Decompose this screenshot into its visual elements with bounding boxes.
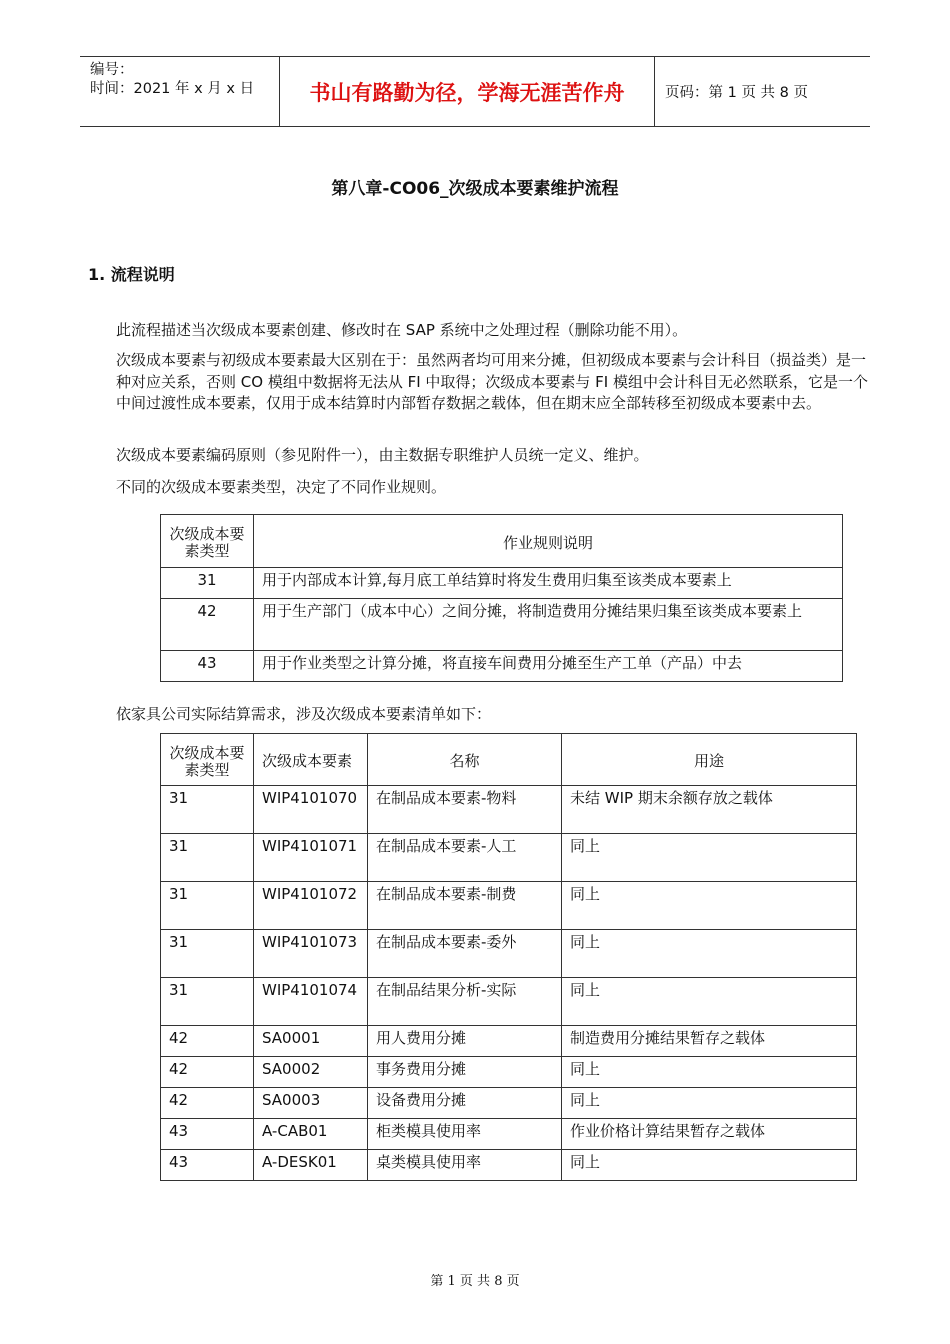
paragraph: 次级成本要素编码原则（参见附件一），由主数据专职维护人员统一定义、维护。 <box>116 446 649 464</box>
usage-cell: 同上 <box>562 882 857 930</box>
name-cell: 在制品成本要素-人工 <box>368 834 562 882</box>
usage-cell: 同上 <box>562 978 857 1026</box>
table-header-cell: 作业规则说明 <box>254 515 843 568</box>
element-cell: A-CAB01 <box>254 1119 368 1150</box>
number-label: 编号： <box>90 62 134 78</box>
name-cell: 在制品结果分析-实际 <box>368 978 562 1026</box>
table-row <box>161 1057 857 1088</box>
time-label: 时间：2021 年 x 月 x 日 <box>90 81 255 97</box>
paragraph: 不同的次级成本要素类型，决定了不同作业规则。 <box>116 478 447 496</box>
paragraph: 次级成本要素与初级成本要素最大区别在于：虽然两者均可用来分摊，但初级成本要素与会计科目（损益类）是一种对应关系，否则 CO 模组中数据将无法从 FI 中取得；次级成本要素与 FI 模组中会计科目无必然联系，它是一个中间过渡性成本要素，仅用于成本结算时内部暂存数据之载体，但在期末应全部转移至初级成本要素中去。 <box>116 351 868 412</box>
table-row <box>161 568 843 599</box>
table-header-cell: 用途 <box>562 734 857 786</box>
page-footer: 第 1 页 共 8 页 <box>430 1274 520 1289</box>
table-row <box>161 599 843 651</box>
header-motto: 书山有路勤为径，学海无涯苦作舟 <box>280 57 655 126</box>
element-cell: WIP4101071 <box>254 834 368 882</box>
table-row <box>161 930 857 978</box>
name-cell: 在制品成本要素-委外 <box>368 930 562 978</box>
table-row <box>161 1088 857 1119</box>
rule-cell: 用于生产部门（成本中心）之间分摊，将制造费用分摊结果归集至该类成本要素上 <box>254 599 843 651</box>
type-cell: 43 <box>161 1119 254 1150</box>
element-list-table <box>160 733 857 1181</box>
element-cell: WIP4101070 <box>254 786 368 834</box>
rule-cell: 用于作业类型之计算分摊，将直接车间费用分摊至生产工单（产品）中去 <box>254 651 843 682</box>
name-cell: 事务费用分摊 <box>368 1057 562 1088</box>
paragraph: 此流程描述当次级成本要素创建、修改时在 SAP 系统中之处理过程（删除功能不用）。 <box>116 321 688 339</box>
element-cell: WIP4101072 <box>254 882 368 930</box>
name-cell: 柜类模具使用率 <box>368 1119 562 1150</box>
type-cell: 31 <box>161 930 254 978</box>
name-cell: 在制品成本要素-物料 <box>368 786 562 834</box>
name-cell: 设备费用分摊 <box>368 1088 562 1119</box>
type-cell: 42 <box>161 1057 254 1088</box>
usage-cell: 同上 <box>562 930 857 978</box>
element-cell: WIP4101073 <box>254 930 368 978</box>
usage-cell: 同上 <box>562 834 857 882</box>
type-cell: 42 <box>161 1026 254 1057</box>
table-row <box>161 834 857 882</box>
usage-cell: 同上 <box>562 1057 857 1088</box>
usage-cell: 作业价格计算结果暂存之载体 <box>562 1119 857 1150</box>
table-row <box>161 1150 857 1181</box>
type-cell: 31 <box>161 882 254 930</box>
element-cell: SA0001 <box>254 1026 368 1057</box>
table-row <box>161 786 857 834</box>
type-cell: 31 <box>161 978 254 1026</box>
type-cell: 31 <box>161 568 254 599</box>
element-cell: SA0003 <box>254 1088 368 1119</box>
table-row <box>161 1119 857 1150</box>
type-cell: 31 <box>161 834 254 882</box>
header-meta <box>80 57 280 126</box>
name-cell: 用人费用分摊 <box>368 1026 562 1057</box>
table-header-cell: 次级成本要素类型 <box>161 515 254 568</box>
name-cell: 在制品成本要素-制费 <box>368 882 562 930</box>
element-cell: SA0002 <box>254 1057 368 1088</box>
table-row <box>161 1026 857 1057</box>
table-row <box>161 651 843 682</box>
table-header-cell: 次级成本要素类型 <box>161 734 254 786</box>
element-cell: A-DESK01 <box>254 1150 368 1181</box>
type-cell: 42 <box>161 599 254 651</box>
paragraph: 依家具公司实际结算需求，涉及次级成本要素清单如下： <box>116 705 492 723</box>
table-header-cell: 名称 <box>368 734 562 786</box>
type-cell: 43 <box>161 1150 254 1181</box>
header-page-info: 页码：第 1 页 共 8 页 <box>665 85 808 101</box>
section-heading: 1. 流程说明 <box>88 265 175 284</box>
rule-cell: 用于内部成本计算,每月底工单结算时将发生费用归集至该类成本要素上 <box>254 568 843 599</box>
table-row <box>161 882 857 930</box>
element-cell: WIP4101074 <box>254 978 368 1026</box>
type-cell: 42 <box>161 1088 254 1119</box>
name-cell: 桌类模具使用率 <box>368 1150 562 1181</box>
table-row <box>161 978 857 1026</box>
page-header <box>80 56 870 127</box>
usage-cell: 同上 <box>562 1150 857 1181</box>
type-cell: 43 <box>161 651 254 682</box>
usage-cell: 制造费用分摊结果暂存之载体 <box>562 1026 857 1057</box>
usage-cell: 同上 <box>562 1088 857 1119</box>
usage-cell: 未结 WIP 期末余额存放之载体 <box>562 786 857 834</box>
table-header-cell: 次级成本要素 <box>254 734 368 786</box>
rule-table <box>160 514 843 682</box>
chapter-title: 第八章-CO06_次级成本要素维护流程 <box>331 179 619 199</box>
type-cell: 31 <box>161 786 254 834</box>
